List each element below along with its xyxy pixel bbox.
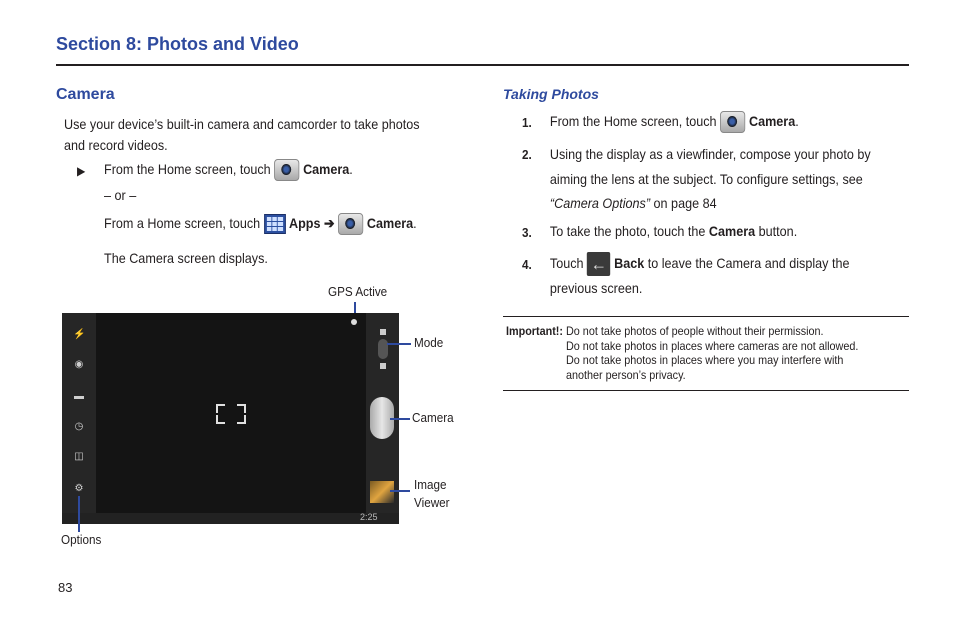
step-4 <box>522 251 849 301</box>
callout-line-image-viewer <box>390 490 410 492</box>
camera-step-home <box>104 159 353 181</box>
options-sidebar <box>62 313 96 513</box>
step-4-number: 4. <box>522 257 532 272</box>
step-2-line3 <box>550 191 871 216</box>
step-2-ref: “Camera Options” <box>549 195 651 211</box>
callout-image-viewer-line1: Image <box>414 477 447 492</box>
callout-image-viewer <box>414 476 450 512</box>
step-1-prefix: From the Home screen, touch <box>549 113 717 129</box>
section-title: Section 8: Photos and Video <box>56 34 299 54</box>
step-4-line2: previous screen. <box>549 280 643 297</box>
callout-image-viewer-line2: Viewer <box>414 495 450 510</box>
step-apps-suffix: . <box>413 215 417 231</box>
step-2-ref-suffix: on page 84 <box>650 195 717 211</box>
arrow-glyph: ➔ <box>323 215 335 231</box>
camera-icon <box>274 159 299 181</box>
important-text <box>566 324 858 382</box>
step-4-prefix: Touch <box>549 255 584 271</box>
step-2-line2: aiming the lens at the subject. To configure settings, see <box>549 170 863 187</box>
exposure-icon: ◫ <box>74 451 84 462</box>
camera-mode-icon <box>380 329 386 335</box>
camera-screen-image <box>62 313 399 524</box>
status-time: 2:25 <box>360 512 378 522</box>
important-line-3: Do not take photos in places where you may interfere with <box>566 353 844 367</box>
step-1-suffix: . <box>795 113 799 129</box>
important-line-1: Do not take photos of people without their permission. <box>566 324 824 338</box>
callout-options: Options <box>61 532 102 547</box>
apps-icon <box>264 214 286 234</box>
focus-corner-tl <box>216 404 225 413</box>
step-home-suffix: . <box>349 161 353 177</box>
settings-gear-icon: ⚙ <box>74 483 84 494</box>
shooting-mode-icon: ◉ <box>74 359 84 370</box>
step-apps-target: Camera <box>366 215 414 231</box>
step-1 <box>522 111 799 133</box>
step-4-suffix: to leave the Camera and display the <box>644 255 850 271</box>
callout-line-camera <box>390 418 410 420</box>
gps-status-icon <box>351 319 357 325</box>
step-home-prefix: From the Home screen, touch <box>104 161 271 177</box>
important-rule-top <box>503 316 909 317</box>
title-rule <box>56 64 909 66</box>
step-3-suffix: button. <box>755 223 798 239</box>
callout-mode: Mode <box>414 335 444 350</box>
focus-corner-bl <box>216 415 225 424</box>
step-4-line1 <box>550 251 850 276</box>
camera-icon <box>338 213 363 235</box>
step-3-target: Camera <box>708 223 756 239</box>
taking-photos-heading: Taking Photos <box>503 86 599 102</box>
step-3-prefix: To take the photo, touch the <box>549 223 706 239</box>
camera-intro <box>64 114 420 156</box>
important-label: Important!: <box>506 324 563 338</box>
intro-line-1: Use your device’s built-in camera and camcorder to take photos <box>64 116 420 132</box>
callout-camera: Camera <box>412 410 454 425</box>
step-1-target: Camera <box>748 113 796 129</box>
timer-icon: ◷ <box>74 421 84 432</box>
system-bar <box>62 513 399 524</box>
step-apps-prefix: From a Home screen, touch <box>104 215 261 231</box>
step-home-target: Camera <box>303 161 350 177</box>
step-2 <box>522 142 871 216</box>
mode-switch <box>378 339 388 359</box>
flash-icon: ⚡ <box>73 329 86 340</box>
camera-heading: Camera <box>56 86 115 103</box>
camera-displays: The Camera screen displays. <box>104 250 268 266</box>
important-line-2: Do not take photos in places where cameras are not allowed. <box>566 338 859 353</box>
focus-corner-br <box>237 415 246 424</box>
camera-icon <box>720 111 745 133</box>
camera-step-apps <box>104 213 417 235</box>
step-2-number: 2. <box>522 147 532 162</box>
step-3-number: 3. <box>522 225 532 240</box>
video-mode-icon <box>380 363 386 369</box>
focus-corner-tr <box>237 404 246 413</box>
intro-line-2: and record videos. <box>64 137 168 153</box>
resolution-icon: ▬ <box>74 391 84 402</box>
step-3 <box>522 221 797 242</box>
callout-line-mode <box>387 343 411 345</box>
step-4-target: Back <box>614 255 645 271</box>
callout-line-options <box>78 496 80 532</box>
callout-gps-active: GPS Active <box>328 284 388 299</box>
bullet-arrow: ▶ <box>77 164 86 178</box>
important-rule-bottom <box>503 390 909 391</box>
back-arrow-icon: ← <box>587 252 610 276</box>
step-2-line1: Using the display as a viewfinder, compose your photo by <box>549 146 871 162</box>
page-number: 83 <box>58 580 73 595</box>
step-1-number: 1. <box>522 115 532 130</box>
step-apps-apps: Apps <box>288 215 321 231</box>
important-line-4: another person’s privacy. <box>566 367 686 382</box>
image-viewer-thumbnail <box>370 481 394 503</box>
or-separator: – or – <box>104 187 137 203</box>
